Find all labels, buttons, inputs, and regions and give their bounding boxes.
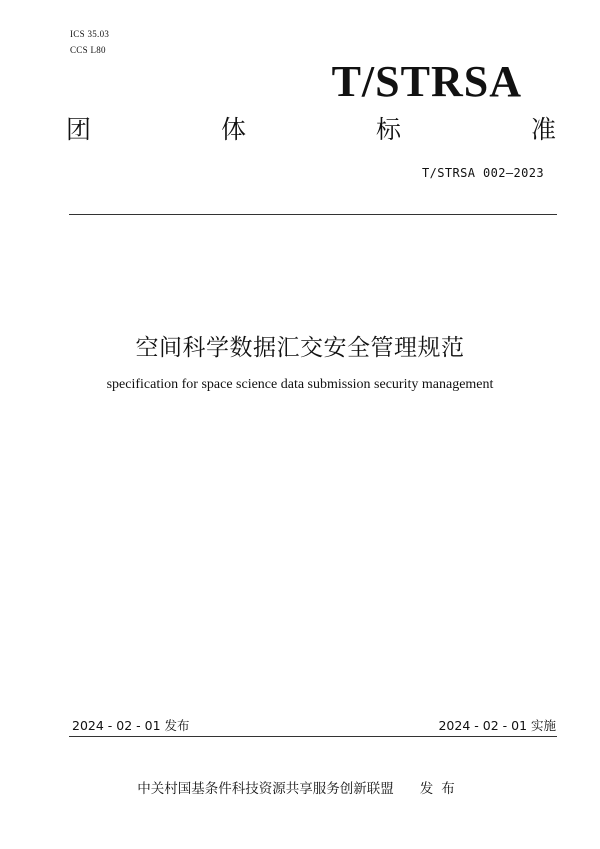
issuer-name: 中关村国基条件科技资源共享服务创新联盟 xyxy=(137,781,394,797)
footer-divider xyxy=(69,736,557,737)
standard-number: T/STRSA 002—2023 xyxy=(422,166,544,180)
document-title-chinese: 空间科学数据汇交安全管理规范 xyxy=(135,335,465,361)
header-divider xyxy=(69,214,557,215)
document-title-english: specification for space science data submission security management xyxy=(106,377,494,392)
implementation-date: 2024 - 02 - 01 实施 xyxy=(438,718,556,733)
standard-brand-logo: T/STRSA xyxy=(331,57,522,106)
ccs-code: CCS L80 xyxy=(70,45,106,55)
standard-type-char: 体 xyxy=(220,115,246,144)
publish-date: 2024 - 02 - 01 发布 xyxy=(72,718,190,733)
standard-type-heading xyxy=(66,114,556,146)
standard-type-char: 准 xyxy=(530,115,556,144)
standard-type-char: 标 xyxy=(375,115,401,144)
ics-code: ICS 35.03 xyxy=(70,29,110,39)
standard-type-char: 团 xyxy=(66,115,92,144)
issuer-action: 发布 xyxy=(419,781,463,797)
issuer-line xyxy=(0,777,600,797)
